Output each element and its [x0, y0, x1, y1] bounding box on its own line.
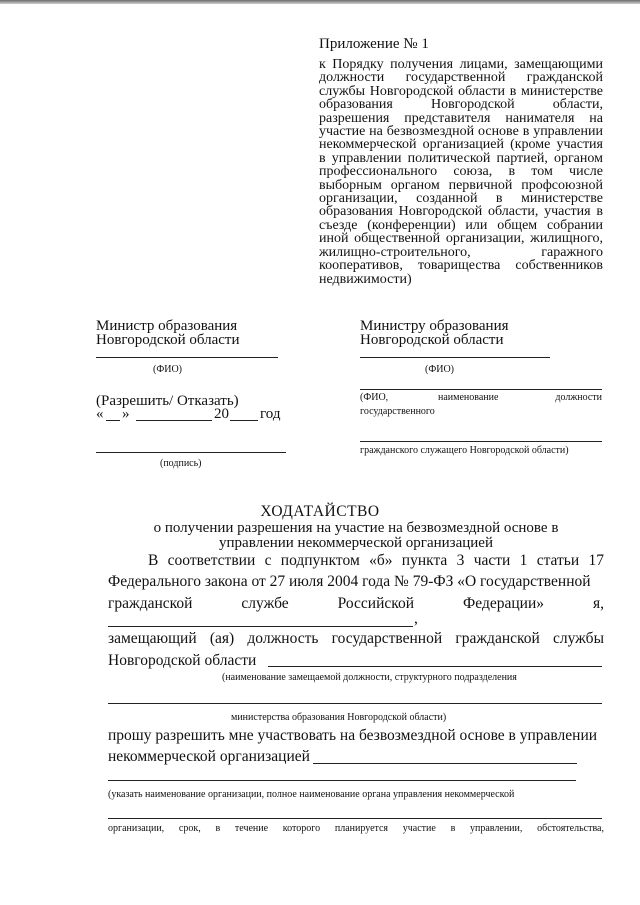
- sender-fio-word1: (ФИО,: [360, 392, 389, 403]
- addressee-fio-label: (ФИО): [425, 364, 455, 375]
- scan-artifact: [0, 0, 640, 4]
- signature-label: (подпись): [160, 458, 202, 469]
- position-input-line[interactable]: [268, 666, 602, 667]
- sender-fio-label-line2: государственного: [360, 406, 435, 417]
- organization-input-line3[interactable]: [108, 818, 602, 819]
- petition-subtitle-line2: управлении некоммерческой организацией: [219, 535, 493, 551]
- para2-line1: замещающий (ая) должность государственной гражданской службы: [108, 630, 604, 647]
- minister-position-line2: Новгородской области: [96, 332, 240, 348]
- sender-fio-word2: наименование: [438, 392, 499, 403]
- para2-line2: Новгородской области: [108, 652, 257, 669]
- decision-label: (Разрешить/ Отказать): [96, 393, 239, 409]
- sender-fio-word3: должности: [555, 392, 602, 403]
- para1-line3: гражданской службе Российской Федерации» я,: [108, 595, 604, 612]
- appendix-text: к Порядку получения лицами, замещающими должности государственной гражданской службы Новгородской области в министерстве образования Новгородской области, разрешения представителя нанимателя на участие на безвозмездной основе в управлении некоммерческой организацией (кроме участия в управлении политической партией, органом профессионального союза, в том числе выборным органом первичной профсоюзной организации, созданной в министерстве образования Новгородской области, участия в съезде (конференции) или общем собрании иной общественной организации, жилищного, жилищно-строительного, гаражного кооперативов, товарищества собственников недвижимости): [319, 57, 603, 287]
- para1-line1: В соответствии с подпунктом «б» пункта 3 части 1 статьи 17: [148, 552, 604, 569]
- organization-hint-2: организации, срок, в течение которого планируется участие в управлении, обстоятельства,: [108, 823, 604, 834]
- petition-subtitle: [108, 521, 604, 551]
- date-year-blank[interactable]: [230, 420, 258, 421]
- date-quote-open: «: [96, 406, 104, 422]
- appendix-title: Приложение № 1: [319, 36, 429, 52]
- position-input-line2[interactable]: [108, 703, 602, 704]
- minister-fio-label: (ФИО): [153, 364, 183, 375]
- sender-fio-label: [360, 392, 602, 404]
- addressee-line2: Новгородской области: [360, 332, 504, 348]
- request-line2: некоммерческой организацией: [108, 748, 310, 765]
- date-year-prefix: 20: [214, 406, 229, 422]
- date-month-blank[interactable]: [136, 420, 212, 421]
- applicant-name-comma: ,: [414, 610, 418, 627]
- date-quote-close: »: [122, 406, 130, 422]
- position-hint: (наименование замещаемой должности, структурного подразделения: [222, 672, 517, 683]
- petition-title: ХОДАТАЙСТВО: [260, 503, 380, 520]
- addressee-line1: Министру образования: [360, 318, 509, 334]
- organization-input-line2[interactable]: [108, 780, 576, 781]
- date-day-blank[interactable]: [106, 420, 120, 421]
- organization-hint: (указать наименование организации, полное наименование органа управления некоммерческой: [108, 789, 515, 800]
- petition-subtitle-line1: о получении разрешения на участие на безвозмездной основе в: [153, 520, 559, 536]
- ministry-hint: министерства образования Новгородской области): [231, 712, 447, 723]
- sender-fio-line[interactable]: [360, 389, 602, 390]
- addressee-fio-line[interactable]: [360, 357, 550, 358]
- request-line1: прошу разрешить мне участвовать на безвозмездной основе в управлении: [108, 727, 598, 744]
- date-year-suffix: год: [260, 406, 281, 422]
- para1-line2: Федерального закона от 27 июля 2004 года № 79-ФЗ «О государственной: [108, 573, 591, 590]
- civil-servant-label: гражданского служащего Новгородской области): [360, 445, 569, 456]
- sender-position-line[interactable]: [360, 441, 602, 442]
- minister-fio-line[interactable]: [96, 357, 278, 358]
- decision-date: [96, 406, 296, 424]
- applicant-name-line[interactable]: [108, 626, 413, 627]
- organization-input-line[interactable]: [313, 763, 577, 764]
- signature-line[interactable]: [96, 452, 286, 453]
- minister-position-line1: Министр образования: [96, 318, 238, 334]
